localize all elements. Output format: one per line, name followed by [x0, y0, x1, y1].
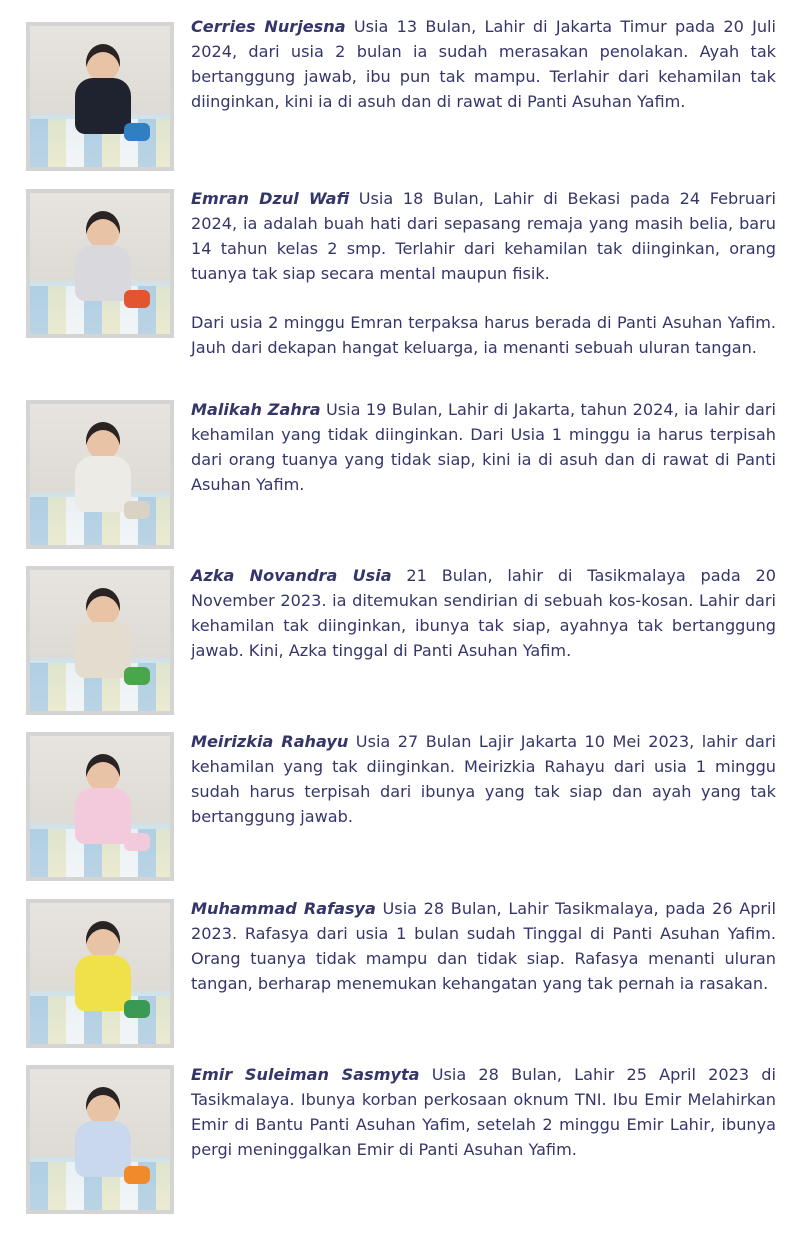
child-photo [26, 899, 174, 1048]
child-story: 21 Bulan, lahir di Tasikmalaya pada 20 November 2023. ia ditemukan sendirian di sebuah kos-kosan. Lahir dari kehamilan tak diinginkan, ibunya tak siap, ayahnya tak bertanggung jawab. Kini, Azka tinggal di Panti Asuhan Yafim. [191, 566, 776, 660]
child-photo [26, 22, 174, 171]
profile-description [191, 729, 776, 829]
profile-description [191, 563, 776, 663]
child-name: Cerries Nurjesna [191, 17, 346, 36]
child-story: Usia 27 Bulan Lajir Jakarta 10 Mei 2023, lahir dari kehamilan yang tak diinginkan. Meirizkia Rahayu dari usia 1 minggu sudah harus terpisah dari ibunya yang tak siap dan ayah yang tak bertanggung jawab. [191, 732, 776, 826]
profile-description [191, 186, 776, 286]
child-photo [26, 566, 174, 715]
child-story: Usia 13 Bulan, Lahir di Jakarta Timur pada 20 Juli 2024, dari usia 2 bulan ia sudah merasakan penolakan. Ayah tak bertanggung jawab, ibu pun tak mampu. Terlahir dari kehamilan tak diinginkan, kini ia di asuh dan di rawat di Panti Asuhan Yafim. [191, 17, 777, 111]
child-story: Usia 28 Bulan, Lahir Tasikmalaya, pada 26 April 2023. Rafasya dari usia 1 bulan sudah Tinggal di Panti Asuhan Yafim. Orang tuanya tidak mampu dan tidak siap. Rafasya menanti uluran tangan, berharap menemukan kehangatan yang tak pernah ia rasakan. [191, 899, 776, 993]
child-story: Usia 28 Bulan, Lahir 25 April 2023 di Tasikmalaya. Ibunya korban perkosaan oknum TNI. Ibu Emir Melahirkan Emir di Bantu Panti Asuhan Yafim, setelah 2 minggu Emir Lahir, ibunya pergi meninggalkan Emir di Panti Asuhan Yafim. [191, 1065, 776, 1159]
child-story: Usia 18 Bulan, Lahir di Bekasi pada 24 Februari 2024, ia adalah buah hati dari sepasang remaja yang masih belia, baru 14 tahun kelas 2 smp. Terlahir dari kehamilan tak diinginkan, orang tuanya tak siap secara mental maupun fisik. [191, 189, 776, 283]
profile-description [191, 397, 776, 497]
profile-description [191, 14, 776, 114]
profile-description [191, 1062, 776, 1162]
child-name: Azka Novandra Usia [191, 566, 392, 585]
child-photo [26, 189, 174, 338]
child-name: Meirizkia Rahayu [191, 732, 349, 751]
child-name: Emran Dzul Wafi [191, 189, 350, 208]
child-name: Muhammad Rafasya [191, 899, 376, 918]
child-name: Emir Suleiman Sasmyta [191, 1065, 420, 1084]
child-photo [26, 732, 174, 881]
profile-description [191, 896, 776, 996]
child-name: Malikah Zahra [191, 400, 321, 419]
child-photo [26, 400, 174, 549]
child-photo [26, 1065, 174, 1214]
child-story: Usia 19 Bulan, Lahir di Jakarta, tahun 2024, ia lahir dari kehamilan yang tidak diinginkan. Dari Usia 1 minggu ia harus terpisah dari orang tuanya yang tidak siap, kini ia di asuh dan di rawat di Panti Asuhan Yafim. [191, 400, 776, 494]
profile-description-continued: Dari usia 2 minggu Emran terpaksa harus berada di Panti Asuhan Yafim. Jauh dari dekapan hangat keluarga, ia menanti sebuah uluran tangan. [191, 313, 776, 357]
